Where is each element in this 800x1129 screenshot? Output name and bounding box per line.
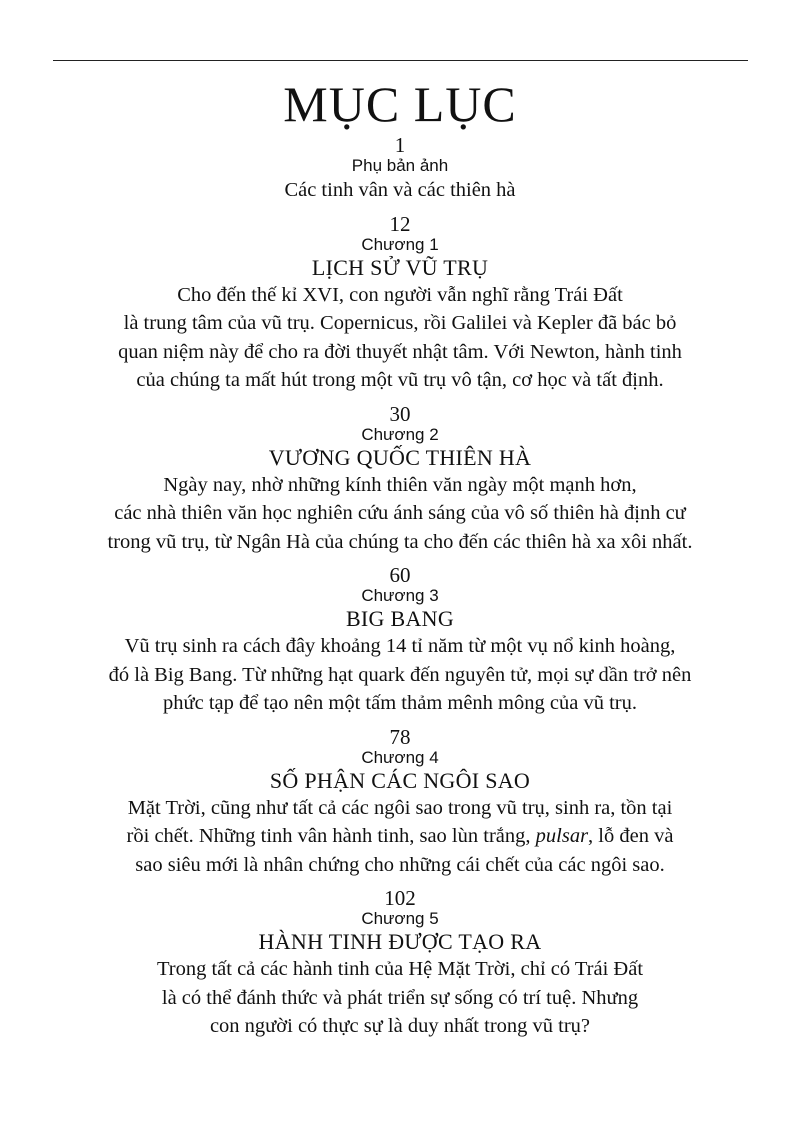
chapter-description <box>0 794 800 880</box>
description-line: Các tinh vân và các thiên hà <box>284 179 516 201</box>
description-line: của chúng ta mất hút trong một vũ trụ vô tận, cơ học và tất định. <box>136 369 664 391</box>
toc-entry-chapter-1 <box>0 213 800 395</box>
description-line: Trong tất cả các hành tinh của Hệ Mặt Trời, chỉ có Trái Đất <box>156 958 644 980</box>
toc-entry-chapter-4 <box>0 726 800 880</box>
chapter-description <box>0 955 800 1041</box>
description-line: Vũ trụ sinh ra cách đây khoảng 14 tỉ năm từ một vụ nổ kinh hoàng, <box>124 635 676 657</box>
toc-entry-chapter-2 <box>0 403 800 557</box>
description-line: sao siêu mới là nhân chứng cho những cái chết của các ngôi sao. <box>135 853 665 876</box>
description-line: các nhà thiên văn học nghiên cứu ánh sáng của vô số thiên hà định cư <box>114 502 686 524</box>
description-line: phức tạp để tạo nên một tấm thảm mênh mông của vũ trụ. <box>163 692 637 714</box>
chapter-description <box>0 281 800 395</box>
entry-description <box>0 176 800 205</box>
chapter-label: Chương 2 <box>361 424 439 444</box>
chapter-label: Chương 1 <box>361 234 439 254</box>
description-text: rồi chết. Những tinh vân hành tinh, sao lùn trắng, <box>126 825 531 847</box>
description-line: Cho đến thế kỉ XVI, con người vẫn nghĩ rằng Trái Đất <box>177 283 623 306</box>
toc-entry-front-matter <box>0 134 800 205</box>
chapter-heading: BIG BANG <box>345 606 455 631</box>
chapter-label: Chương 3 <box>361 586 439 605</box>
chapter-heading: HÀNH TINH ĐƯỢC TẠO RA <box>258 929 542 954</box>
page-title: MỤC LỤC <box>283 76 517 132</box>
page-number: 30 <box>389 401 411 426</box>
page-number: 102 <box>384 886 416 910</box>
top-rule <box>53 60 748 61</box>
entry-label: Phụ bản ảnh <box>351 156 449 175</box>
chapter-heading: LỊCH SỬ VŨ TRỤ <box>311 254 489 280</box>
page-number: 12 <box>389 211 411 236</box>
chapter-label: Chương 5 <box>361 909 439 928</box>
description-line: con người có thực sự là duy nhất trong vũ trụ? <box>209 1015 591 1037</box>
toc-entry-chapter-5 <box>0 887 800 1041</box>
chapter-description <box>0 632 800 718</box>
chapter-heading: VƯƠNG QUỐC THIÊN HÀ <box>268 444 532 470</box>
table-of-contents <box>0 134 800 1049</box>
description-line: quan niệm này để cho ra đời thuyết nhật tâm. Với Newton, hành tinh <box>118 340 682 363</box>
description-line: Mặt Trời, cũng như tất cả các ngôi sao trong vũ trụ, sinh ra, tồn tại <box>127 796 673 819</box>
toc-entry-chapter-3 <box>0 564 800 718</box>
description-text: , lỗ đen và <box>588 825 674 847</box>
description-line: là trung tâm của vũ trụ. Copernicus, rồi Galilei và Kepler đã bác bỏ <box>123 312 677 334</box>
chapter-label: Chương 4 <box>361 747 439 767</box>
italic-term: pulsar <box>535 825 589 847</box>
page-number: 1 <box>394 133 406 157</box>
page-number: 60 <box>389 563 411 587</box>
description-line: trong vũ trụ, từ Ngân Hà của chúng ta cho đến các thiên hà xa xôi nhất. <box>107 530 693 553</box>
description-line: Ngày nay, nhờ những kính thiên văn ngày một mạnh hơn, <box>163 473 637 496</box>
chapter-description <box>0 471 800 557</box>
description-line: là có thể đánh thức và phát triển sự sống có trí tuệ. Nhưng <box>161 986 639 1009</box>
page-number: 78 <box>389 724 411 749</box>
chapter-heading: SỐ PHẬN CÁC NGÔI SAO <box>269 767 531 793</box>
description-line <box>0 822 800 851</box>
description-line: đó là Big Bang. Từ những hạt quark đến nguyên tử, mọi sự dần trở nên <box>108 663 692 686</box>
